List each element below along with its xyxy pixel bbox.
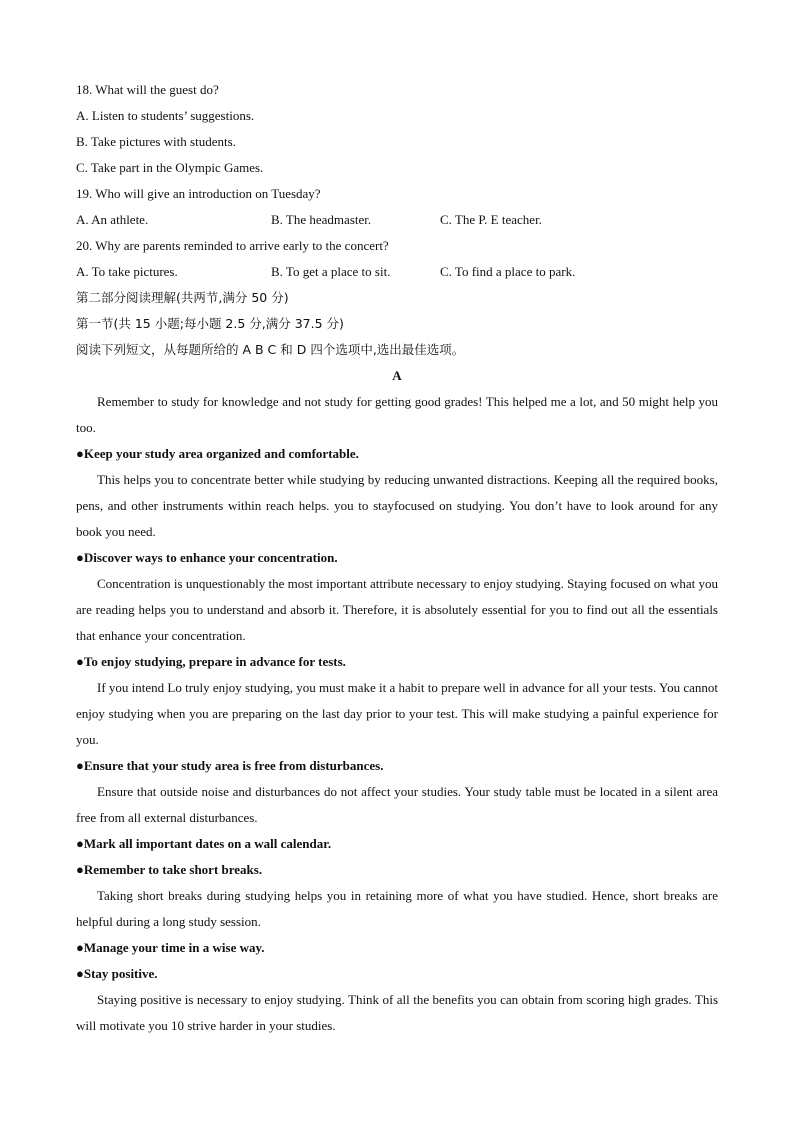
item-3-heading: ●To enjoy studying, prepare in advance for tests.: [76, 654, 346, 669]
item-8-heading: ●Stay positive.: [76, 966, 158, 981]
passage-intro: Remember to study for knowledge and not study for getting good grades! This helped me a lot, and 50 might help you too.: [76, 394, 718, 435]
question-19-option-b: B. The headmaster.: [271, 212, 372, 227]
item-7-heading: ●Manage your time in a wise way.: [76, 940, 265, 955]
item-2-heading: ●Discover ways to enhance your concentration.: [76, 550, 338, 565]
item-3-body: If you intend Lo truly enjoy studying, you must make it a habit to prepare well in advance for all your tests. You cannot enjoy studying when you are preparing on the last day prior to your test. This will make studying a painful experience for you.: [76, 680, 718, 747]
document-page: [76, 77, 718, 1039]
question-19-stem: 19. Who will give an introduction on Tuesday?: [76, 186, 321, 201]
question-20-stem: 20. Why are parents reminded to arrive early to the concert?: [76, 238, 389, 253]
item-6-heading: ●Remember to take short breaks.: [76, 862, 263, 877]
item-4-body: Ensure that outside noise and disturbances do not affect your studies. Your study table must be located in a silent area free from all external disturbances.: [76, 784, 718, 825]
question-20-option-a: A. To take pictures.: [76, 264, 178, 279]
item-8-body: Staying positive is necessary to enjoy studying. Think of all the benefits you can obtain from scoring high grades. This will motivate you 10 strive harder in your studies.: [76, 992, 718, 1033]
item-2-body: Concentration is unquestionably the most important attribute necessary to enjoy studying. Staying focused on what you are reading helps you to understand and absorb it. Therefore, it is absolutely essential for you to find out all the essentials that enhance your concentration.: [76, 576, 719, 643]
question-20-options: [76, 259, 718, 285]
question-19-option-a: A. An athlete.: [76, 212, 149, 227]
passage-label: A: [392, 368, 402, 383]
question-19-options: [76, 207, 718, 233]
question-18-option-b: B. Take pictures with students.: [76, 134, 236, 149]
question-19-option-c: C. The P. E teacher.: [440, 212, 542, 227]
item-4-heading: ●Ensure that your study area is free from disturbances.: [76, 758, 384, 773]
item-1-body: This helps you to concentrate better while studying by reducing unwanted distractions. Keeping all the required books, pens, and other instruments within reach helps. you to stayfocused on studying. You don’t have to look around for any book you need.: [76, 472, 718, 539]
question-18-stem: 18. What will the guest do?: [76, 82, 219, 97]
question-18-option-a: A. Listen to students’ suggestions.: [76, 108, 255, 123]
question-20-option-c: C. To find a place to park.: [440, 264, 576, 279]
item-6-body: Taking short breaks during studying helps you in retaining more of what you have studied. Hence, short breaks are helpful during a long study session.: [76, 888, 718, 929]
question-20-option-b: B. To get a place to sit.: [271, 264, 391, 279]
instruction: 阅读下列短文，从每题所给的 A B C 和 D 四个选项中,选出最佳选项。: [76, 342, 465, 357]
question-18-option-c: C. Take part in the Olympic Games.: [76, 160, 264, 175]
item-5-heading: ●Mark all important dates on a wall calendar.: [76, 836, 332, 851]
item-1-heading: ●Keep your study area organized and comfortable.: [76, 446, 359, 461]
sub-title: 第一节(共 15 小题;每小题 2.5 分,满分 37.5 分): [76, 316, 344, 331]
part-title: 第二部分阅读理解(共两节,满分 50 分): [76, 290, 289, 305]
